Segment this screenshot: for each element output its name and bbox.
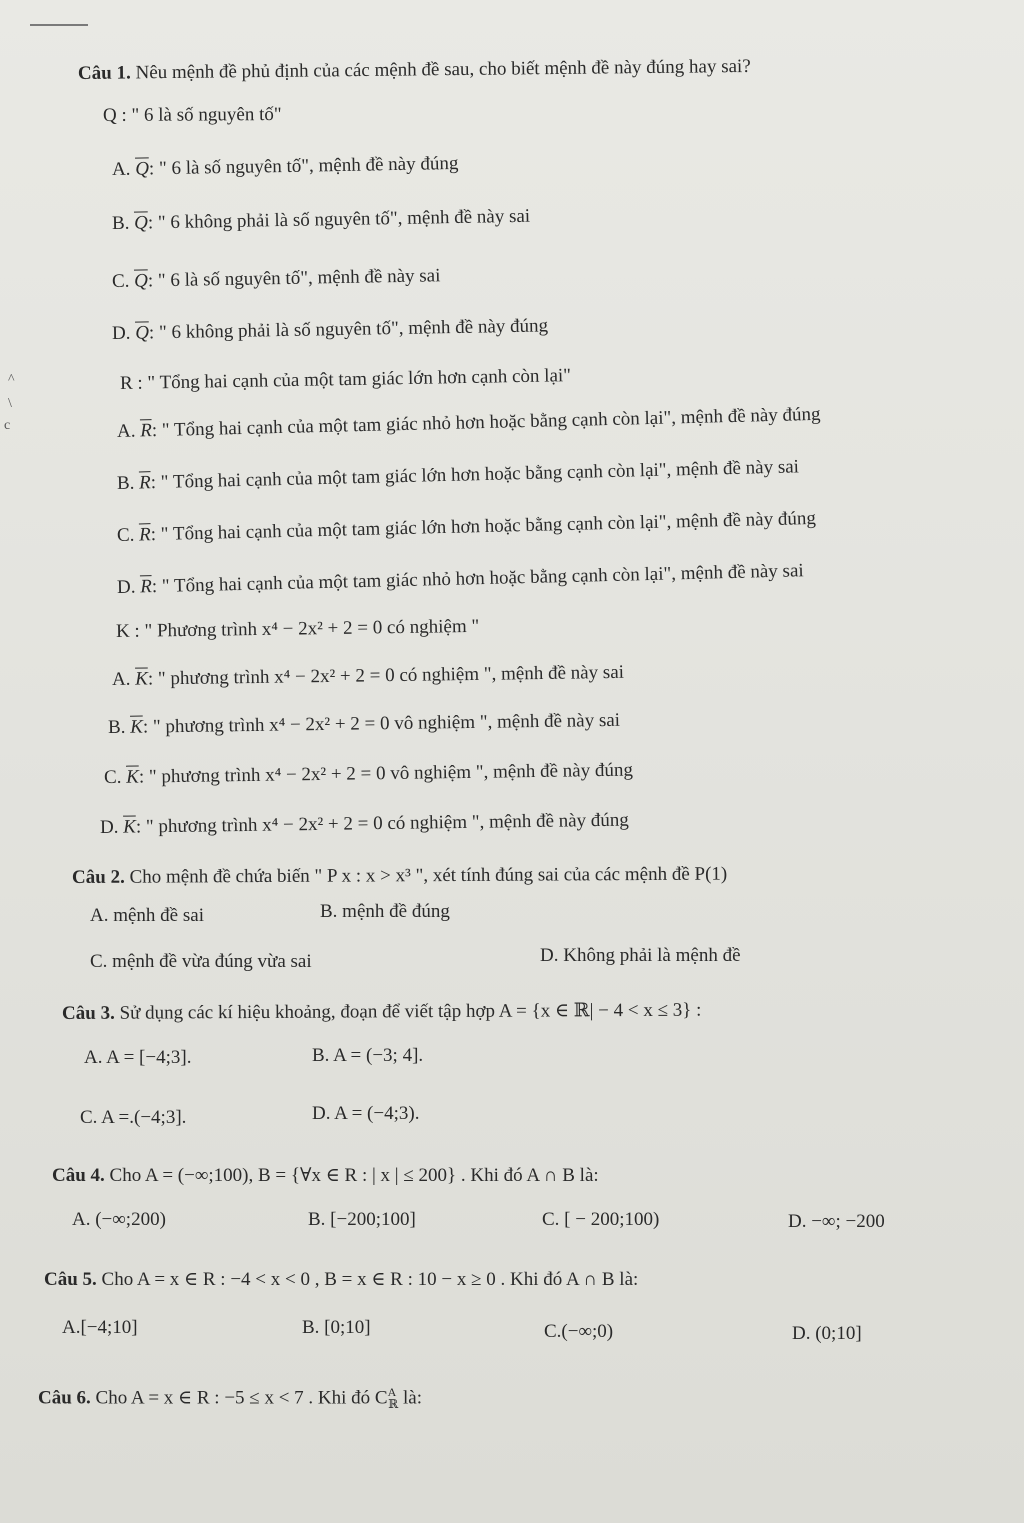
option-r-b: B. $\overline{R}$: " Tổng hai cạnh của một tam giác lớn hơn hoặc bằng cạnh còn lại", mệnh đề này sai	[116, 456, 800, 494]
option-3-a: A. A = [−4;3].	[84, 1047, 192, 1068]
option-4-c: C. [ − 200;100)	[542, 1209, 660, 1230]
question-3-header: Câu 3. Sử dụng các kí hiệu khoảng, đoạn để viết tập hợp A = {x ∈ ℝ| − 4 < x ≤ 3} :	[61, 999, 702, 1024]
statement-r: R : " Tổng hai cạnh của một tam giác lớn hơn cạnh còn lại"	[119, 365, 572, 394]
option-r-d: D. $\overline{R}$: " Tổng hai cạnh của một tam giác nhỏ hơn hoặc bằng cạnh còn lại", mệnh đề này sai	[116, 560, 804, 598]
option-q-c: C. $\overline{Q}$: " 6 là số nguyên tố", mệnh đề này sai	[111, 265, 441, 292]
option-5-d: D. (0;10]	[792, 1323, 862, 1344]
question-4-header: Câu 4. Cho A = (−∞;100), B = {∀x ∈ R : | x | ≤ 200} . Khi đó A ∩ B là:	[52, 1165, 599, 1186]
option-q-a: A. $\overline{Q}$: " 6 là số nguyên tố", mệnh đề này đúng	[111, 152, 459, 180]
option-5-b: B. [0;10]	[302, 1317, 371, 1338]
option-4-d: D. −∞; −200	[788, 1211, 885, 1232]
option-2-d: D. Không phải là mệnh đề	[540, 945, 741, 966]
option-q-b: B. $\overline{Q}$: " 6 không phải là số nguyên tố", mệnh đề này sai	[111, 205, 531, 234]
margin-mark: \	[8, 396, 12, 411]
option-4-a: A. (−∞;200)	[72, 1209, 166, 1230]
option-3-c: C. A =.(−4;3].	[80, 1107, 187, 1128]
option-r-c: C. $\overline{R}$: " Tổng hai cạnh của một tam giác lớn hơn hoặc bằng cạnh còn lại", mệnh đề này đúng	[116, 507, 817, 546]
question-number: Câu 1.	[77, 62, 131, 84]
margin-mark: c	[4, 418, 11, 433]
question-2-header: Câu 2. Cho mệnh đề chứa biến " P x : x > x³ ", xét tính đúng sai của các mệnh đề P(1)	[71, 863, 728, 888]
option-3-d: D. A = (−4;3).	[312, 1103, 420, 1124]
option-5-a: A.[−4;10]	[62, 1317, 138, 1338]
option-k-c: C. $\overline{K}$: " phương trình x⁴ − 2x² + 2 = 0 vô nghiệm ", mệnh đề này đúng	[103, 759, 634, 788]
question-5-header: Câu 5. Cho A = x ∈ R : −4 < x < 0 , B = x ∈ R : 10 − x ≥ 0 . Khi đó A ∩ B là:	[44, 1269, 639, 1290]
option-5-c: C.(−∞;0)	[544, 1321, 614, 1342]
top-rule	[30, 24, 88, 26]
question-1-header	[78, 55, 751, 86]
statement-k: K : " Phương trình x⁴ − 2x² + 2 = 0 có nghiệm "	[115, 615, 480, 642]
question-6-header: Câu 6. Cho A = x ∈ R : −5 ≤ x < 7 . Khi đó $C^A_ℝ$ là:	[38, 1385, 423, 1412]
option-2-c: C. mệnh đề vừa đúng vừa sai	[90, 951, 312, 972]
option-2-b: B. mệnh đề đúng	[320, 901, 450, 922]
option-3-b: B. A = (−3; 4].	[312, 1045, 424, 1066]
option-4-b: B. [−200;100]	[308, 1209, 416, 1230]
option-q-d: D. $\overline{Q}$: " 6 không phải là số nguyên tố", mệnh đề này đúng	[111, 315, 549, 344]
option-k-b: B. $\overline{K}$: " phương trình x⁴ − 2x² + 2 = 0 vô nghiệm ", mệnh đề này sai	[107, 709, 621, 738]
option-r-a: A. $\overline{R}$: " Tổng hai cạnh của một tam giác nhỏ hơn hoặc bằng cạnh còn lại", mệnh đề này đúng	[116, 403, 821, 442]
margin-mark: ^	[8, 372, 15, 387]
option-k-d: D. $\overline{K}$: " phương trình x⁴ − 2x² + 2 = 0 có nghiệm ", mệnh đề này đúng	[99, 809, 630, 838]
question-prompt: Nêu mệnh đề phủ định của các mệnh đề sau, cho biết mệnh đề này đúng hay sai?	[135, 55, 751, 84]
option-2-a: A. mệnh đề sai	[90, 905, 204, 926]
statement-q: Q : " 6 là số nguyên tố"	[102, 104, 282, 126]
option-k-a: A. $\overline{K}$: " phương trình x⁴ − 2x² + 2 = 0 có nghiệm ", mệnh đề này sai	[111, 661, 625, 690]
